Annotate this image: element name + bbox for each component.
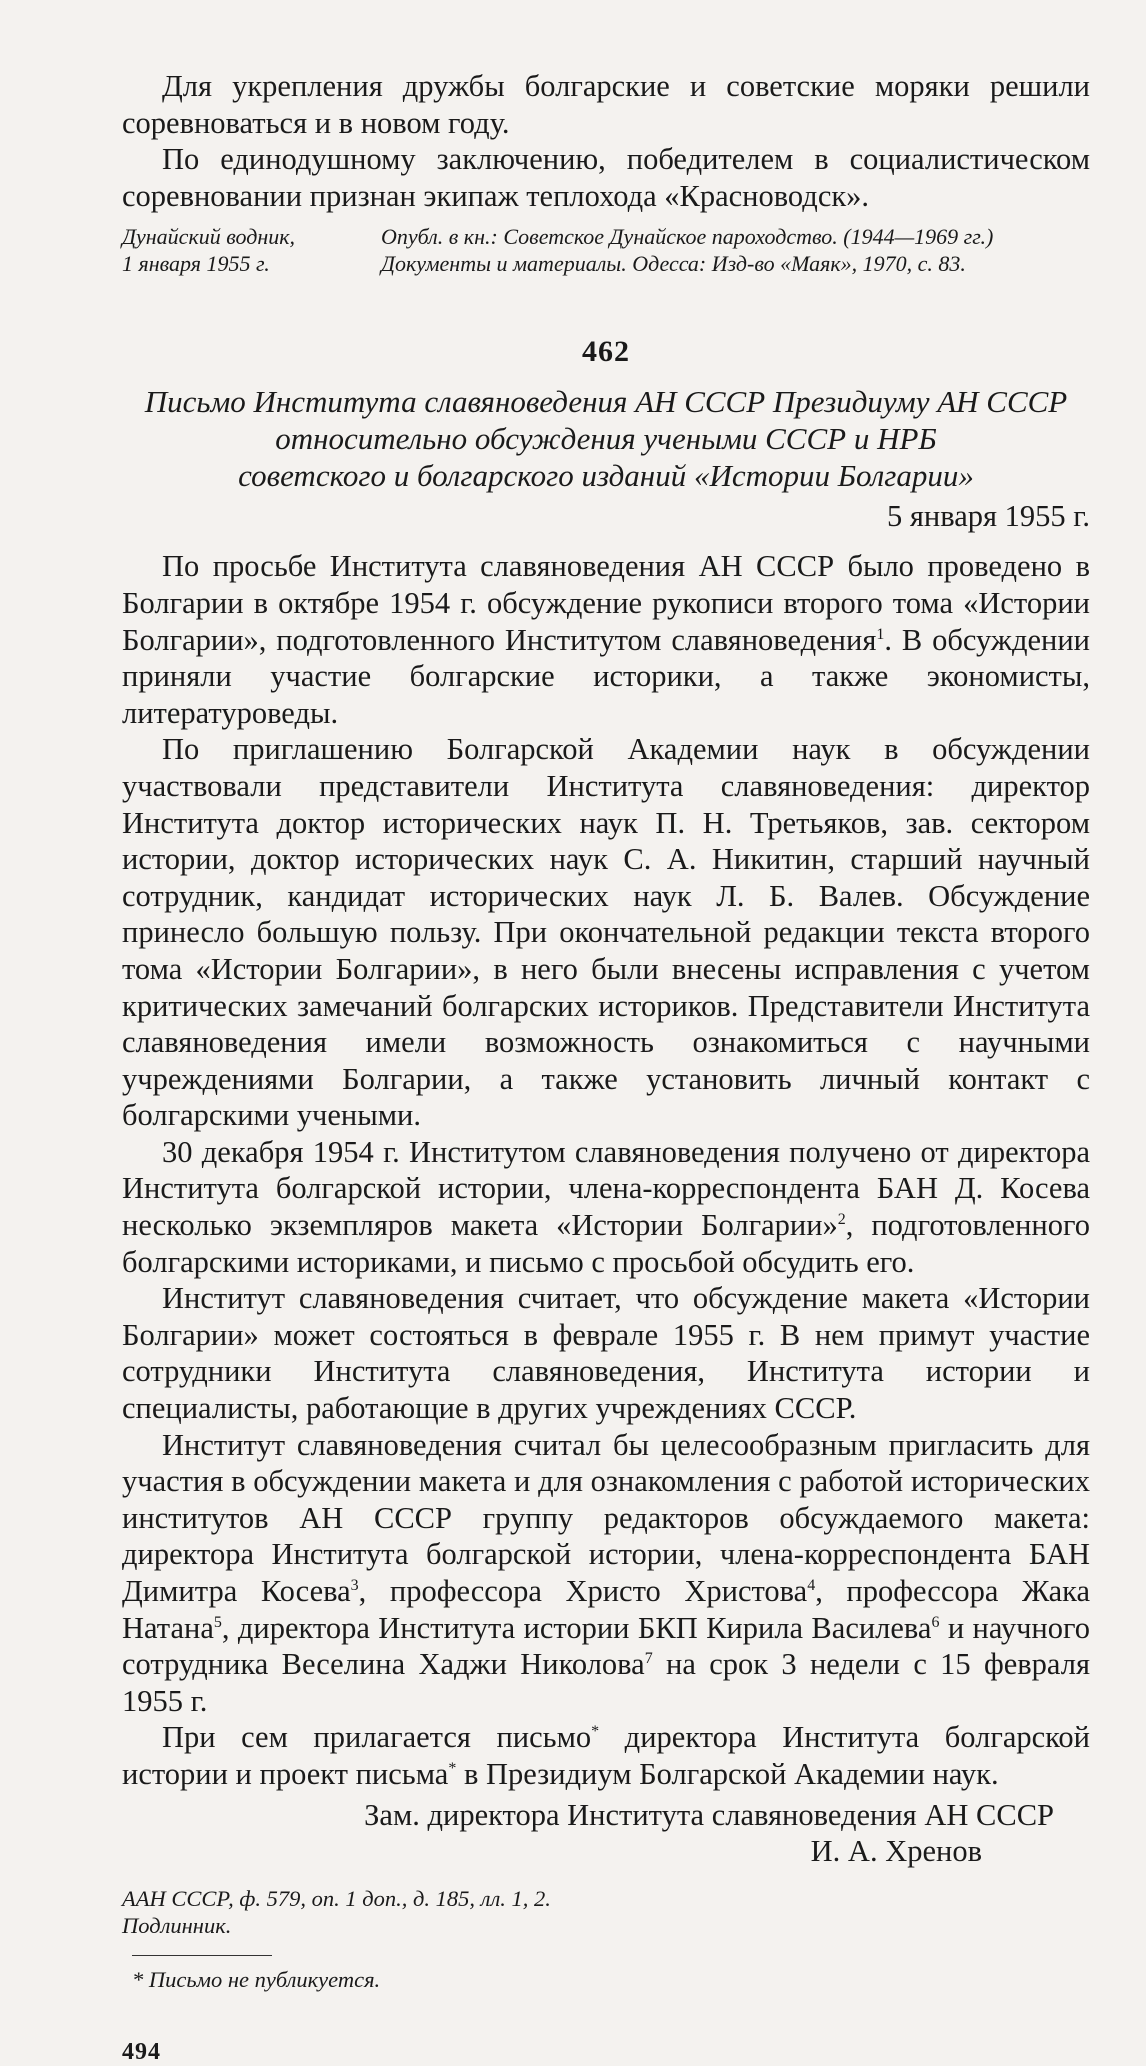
archive-line: Подлинник. (122, 1912, 232, 1938)
footnote-ref: 5 (213, 1613, 222, 1631)
archive-line: ААН СССР, ф. 579, оп. 1 доп., д. 185, лл. 1, 2. (122, 1885, 551, 1911)
intro-paragraph-1: Для укрепления дружбы болгарские и советские моряки решили соревноваться и в новом году. (122, 69, 1090, 140)
document-title (122, 383, 1090, 494)
archive-reference (122, 1885, 1090, 1939)
body-paragraph-2: По приглашению Болгарской Академии наук в обсуждении участвовали представители Института славяноведения: директор Института доктор исторических наук П. Н. Третьяков, зав. сектором истории, доктор исторических наук С. А. Никитин, старший научный сотрудник, кандидат исторических наук Л. Б. Валев. Обсуждение принесло большую пользу. При окончательной редакции текста второго тома «Истории Болгарии», в него были внесены исправления с учетом критических замечаний болгарских историков. Представители Института славяноведения имели возможность ознакомиться с научными учреждениями Болгарии, а также установить личный контакт с болгарскими учеными. (122, 732, 1090, 1133)
footnote-ref: 7 (644, 1650, 653, 1668)
document-title-line: советского и болгарского изданий «Истории Болгарии» (238, 458, 974, 494)
footnote-ref: 2 (837, 1210, 846, 1228)
footnote-ref: 1 (876, 625, 885, 643)
page-number: 494 (122, 2038, 161, 2065)
source-citation (122, 223, 1090, 277)
asterisk-ref: * (448, 1759, 457, 1777)
body-paragraph-5: Институт славяноведения считал бы целесообразным пригласить для участия в обсуждении макета и для ознакомления с работой исторических институтов АН СССР группу редакторов обсуждаемого макета: директора Института болгарской истории, члена-корреспондента БАН Димитра Косева$^3$, профессора Христо Христова$^4$, профессора Жака Натана$^5$, директора Института истории БКП Кирила Василева$^6$ и научного сотрудника Веселина Хаджи Николова$^7$ на срок 3 недели с 15 февраля 1955 г. (122, 1427, 1091, 1718)
footnote-ref: 3 (350, 1576, 359, 1594)
footnote-ref: 6 (931, 1613, 940, 1631)
source-publication: Опубл. в кн.: Советское Дунайское пароходство. (1944—1969 гг.) (381, 224, 994, 250)
document-title-line: Письмо Института славяноведения АН СССР Президиуму АН СССР (144, 384, 1068, 420)
source-newspaper: Дунайский водник, (122, 224, 296, 250)
source-publication-details: Документы и материалы. Одесса: Изд-во «Маяк», 1970, с. 83. (381, 251, 966, 277)
document-number: 462 (582, 335, 630, 369)
body-paragraph-3: 30 декабря 1954 г. Институтом славяноведения получено от директора Института болгарской истории, члена-корреспондента БАН Д. Косева несколько экземпляров макета «Истории Болгарии»$^2$, подготовленного болгарскими историками, и письмо с просьбой обсудить его. (122, 1134, 1090, 1279)
body-paragraph-6: При сем прилагается письмо* директора Института болгарской истории и проект письма* в Президиум Болгарской Академии наук. (122, 1720, 1090, 1791)
body-paragraph-4: Институт славяноведения считает, что обсуждение макета «Истории Болгарии» может состояться в феврале 1955 г. В нем примут участие сотрудники Института славяноведения, Института истории и специалисты, работающие в других учреждениях СССР. (122, 1281, 1090, 1426)
footnote-divider (132, 1955, 272, 1956)
asterisk-ref: * (591, 1723, 600, 1741)
signature-position: Зам. директора Института славяноведения АН СССР (364, 1797, 1054, 1832)
document-title-line: относительно обсуждения учеными СССР и НРБ (275, 421, 937, 457)
signature-name: И. А. Хренов (810, 1833, 982, 1868)
body-paragraph-1: По просьбе Института славяноведения АН СССР было проведено в Болгарии в октябре 1954 г. обсуждение рукописи второго тома «Истории Болгарии», подготовленного Институтом славяноведения$^1$. В обсуждении приняли участие болгарские историки, а также экономисты, литературоведы. (122, 549, 1090, 730)
footnote: * Письмо не публикуется. (132, 1966, 381, 1992)
source-newspaper-date: 1 января 1955 г. (122, 251, 270, 277)
intro-paragraph-2: По единодушному заключению, победителем в социалистическом соревновании признан экипаж теплохода «Красноводск». (122, 142, 1090, 213)
footnote-ref: 4 (807, 1576, 816, 1594)
document-date: 5 января 1955 г. (887, 499, 1090, 534)
